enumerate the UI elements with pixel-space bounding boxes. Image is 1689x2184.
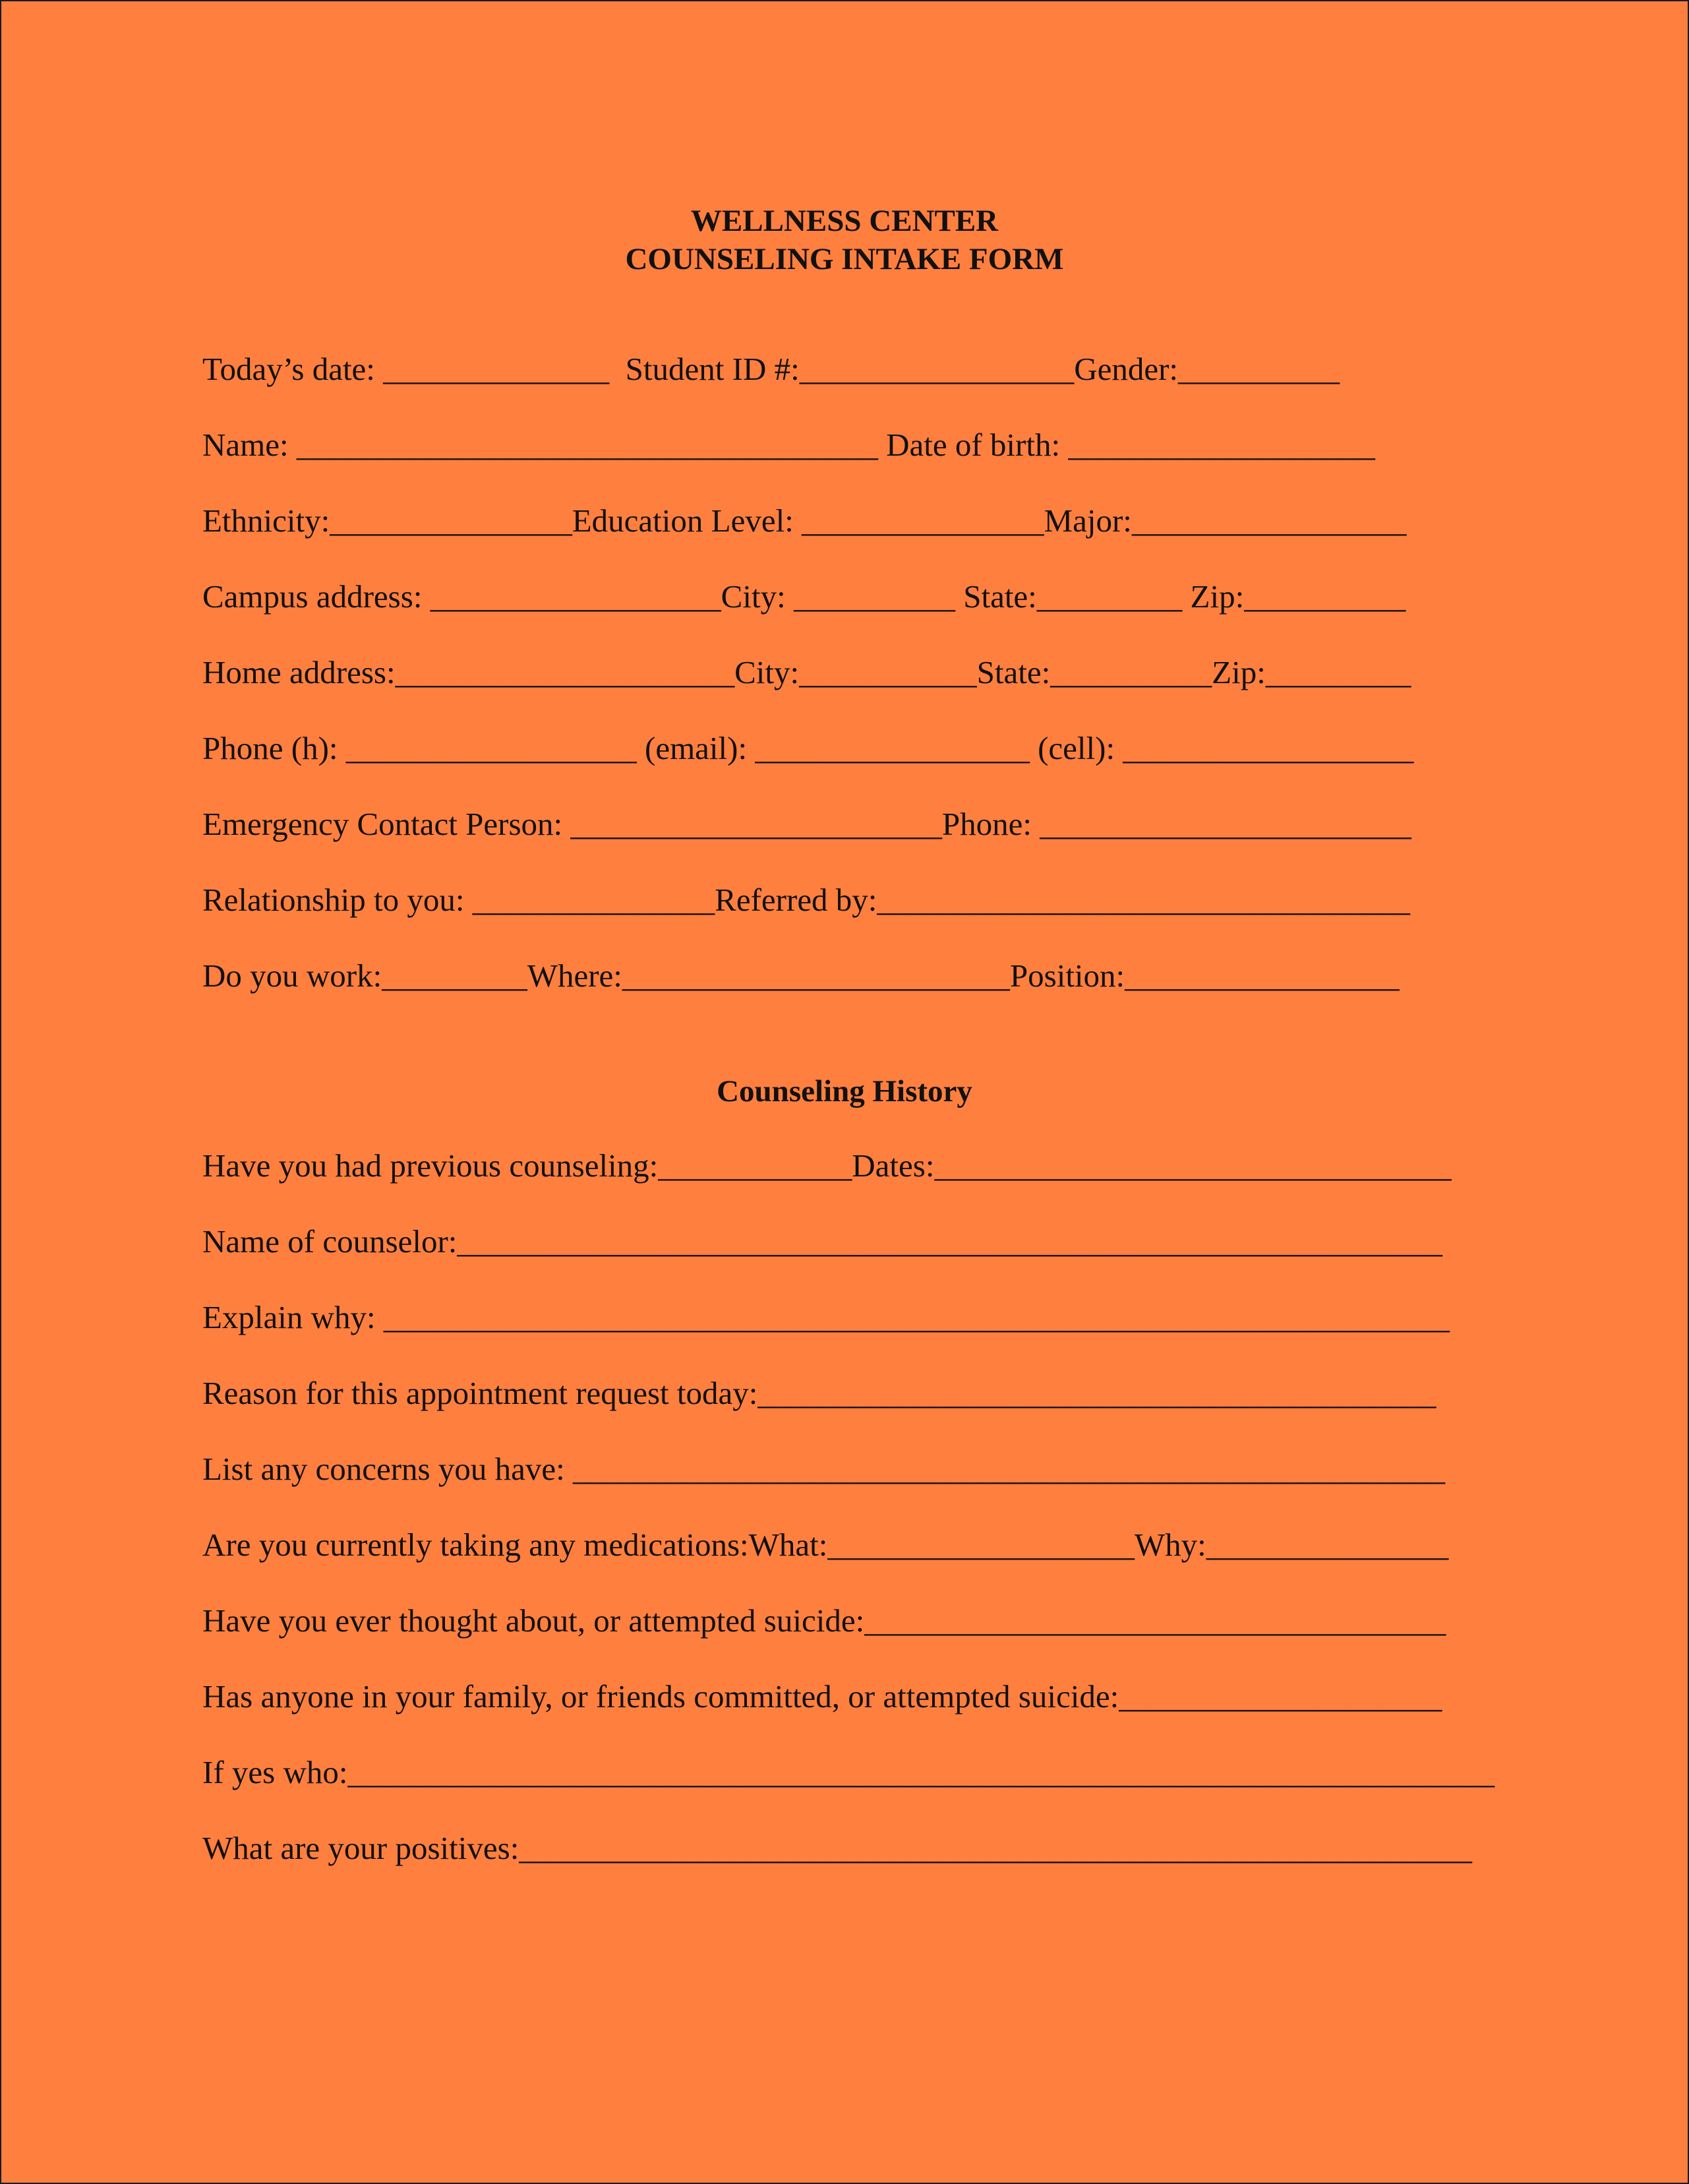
form-line-phone-email-cell[interactable]: Phone (h): __________________ (email): _________________ (cell): __________________ [202,730,1414,766]
form-line-if-yes-who[interactable]: If yes who:_______________________________________________________________________ [202,1754,1495,1790]
form-line-medications[interactable]: Are you currently taking any medications:What:___________________Why:_______________ [202,1527,1449,1563]
form-line-relationship-referred[interactable]: Relationship to you: _______________Referred by:_________________________________ [202,882,1410,918]
form-line-counselor-name[interactable]: Name of counselor:_____________________________________________________________ [202,1223,1442,1259]
form-line-positives[interactable]: What are your positives:___________________________________________________________ [202,1830,1472,1866]
form-line-suicide-self[interactable]: Have you ever thought about, or attempted suicide:____________________________________ [202,1602,1446,1639]
form-line-date-id-gender[interactable]: Today’s date: ______________ Student ID #:_________________Gender:__________ [202,351,1340,387]
form-line-ethnicity-education-major[interactable]: Ethnicity:_______________Education Level: _______________Major:_________________ [202,502,1407,539]
form-line-appointment-reason[interactable]: Reason for this appointment request today:__________________________________________ [202,1375,1437,1411]
form-line-home-address[interactable]: Home address:_____________________City:___________State:__________Zip:_________ [202,654,1411,690]
form-line-suicide-family-friends[interactable]: Has anyone in your family, or friends committed, or attempted suicide:____________________ [202,1678,1442,1714]
form-title-counseling-intake: COUNSELING INTAKE FORM [625,242,1064,276]
form-line-explain-why[interactable]: Explain why: __________________________________________________________________ [202,1299,1450,1335]
form-line-previous-counseling[interactable]: Have you had previous counseling:____________Dates:________________________________ [202,1147,1452,1184]
form-title-wellness-center: WELLNESS CENTER [690,204,999,238]
form-line-campus-address[interactable]: Campus address: __________________City: __________ State:_________ Zip:__________ [202,578,1406,615]
form-line-concerns[interactable]: List any concerns you have: ______________________________________________________ [202,1451,1445,1487]
form-line-emergency-contact[interactable]: Emergency Contact Person: _______________________Phone: _______________________ [202,806,1411,842]
form-line-work-where-position[interactable]: Do you work:_________Where:________________________Position:_________________ [202,957,1400,994]
form-line-name-dob[interactable]: Name: ____________________________________ Date of birth: ___________________ [202,427,1375,463]
section-heading-counseling-history: Counseling History [717,1074,972,1108]
